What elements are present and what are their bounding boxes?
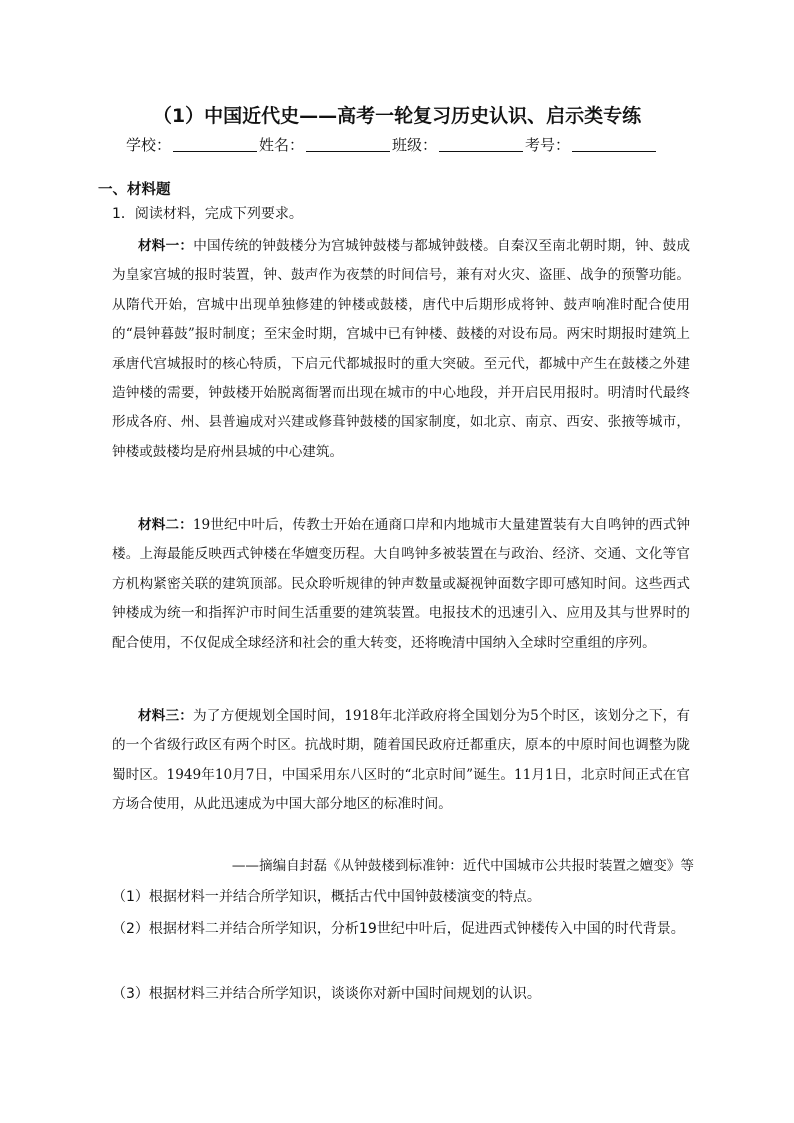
name-blank[interactable] (306, 135, 390, 152)
sub-question-3: （3）根据材料三并结合所学知识，谈谈你对新中国时间规划的认识。 (112, 986, 541, 1002)
material-three (112, 702, 690, 820)
exam-no-blank[interactable] (572, 135, 656, 152)
material-three-label: 材料三： (138, 708, 193, 724)
material-source: ——摘编自封磊《从钟鼓楼到标准钟：近代中国城市公共报时装置之嬗变》等 (231, 858, 694, 874)
material-two (112, 511, 690, 658)
material-three-text: 为了方便规划全国时间，1918年北洋政府将全国划分为5个时区，该划分之下，有的一个省级行政区有两个时区。抗战时期，随着国民政府迁都重庆，原本的中原时间也调整为陇蜀时区。1949年10月7日，中国采用东八区时的“北京时间”诞生。11月1日，北京时间正式在官方场合使用，从此迅速成为中国大部分地区的标准时间。 (112, 708, 690, 813)
class-blank[interactable] (439, 135, 523, 152)
school-label: 学校： (126, 136, 172, 154)
material-two-text: 19世纪中叶后，传教士开始在通商口岸和内地城市大量建置装有大自鸣钟的西式钟楼。上海最能反映西式钟楼在华嬗变历程。大自鸣钟多被装置在与政治、经济、交通、文化等官方机构紧密关联的建筑顶部。民众聆听规律的钟声数量或凝视钟面数字即可感知时间。这些西式钟楼成为统一和指挥沪市时间生活重要的建筑装置。电报技术的迅速引入、应用及其与世界时的配合使用，不仅促成全球经济和社会的重大转变，还将晚清中国纳入全球时空重组的序列。 (112, 517, 691, 651)
exam-no-label: 考号： (525, 136, 571, 154)
section-heading: 一、材料题 (98, 182, 171, 198)
material-one (112, 232, 690, 467)
material-two-label: 材料二： (138, 517, 193, 533)
question-stem: 1．阅读材料，完成下列要求。 (112, 206, 303, 222)
sub-question-2: （2）根据材料二并结合所学知识，分析19世纪中叶后，促进西式钟楼传入中国的时代背景。 (112, 921, 685, 937)
student-info-line (126, 132, 658, 158)
school-blank[interactable] (173, 135, 257, 152)
name-label: 姓名： (259, 136, 305, 154)
sub-question-1: （1）根据材料一并结合所学知识，概括古代中国钟鼓楼演变的特点。 (112, 889, 541, 905)
material-one-label: 材料一： (138, 238, 194, 254)
class-label: 班级： (392, 136, 438, 154)
page-title: （1）中国近代史——高考一轮复习历史认识、启示类专练 (152, 105, 642, 127)
material-one-text: 中国传统的钟鼓楼分为宫城钟鼓楼与都城钟鼓楼。自秦汉至南北朝时期，钟、鼓成为皇家宫城的报时装置，钟、鼓声作为夜禁的时间信号，兼有对火灾、盗匪、战争的预警功能。从隋代开始，宫城中出现单独修建的钟楼或鼓楼，唐代中后期形成将钟、鼓声响准时配合使用的“晨钟暮鼓”报时制度；至宋金时期，宫城中已有钟楼、鼓楼的对设布局。两宋时期报时建筑上承唐代宫城报时的核心特质，下启元代都城报时的重大突破。至元代，都城中产生在鼓楼之外建造钟楼的需要，钟鼓楼开始脱离衙署而出现在城市的中心地段，并开启民用报时。明清时代最终形成各府、州、县普遍成对兴建或修葺钟鼓楼的国家制度，如北京、南京、西安、张掖等城市，钟楼或鼓楼均是府州县城的中心建筑。 (112, 238, 691, 460)
